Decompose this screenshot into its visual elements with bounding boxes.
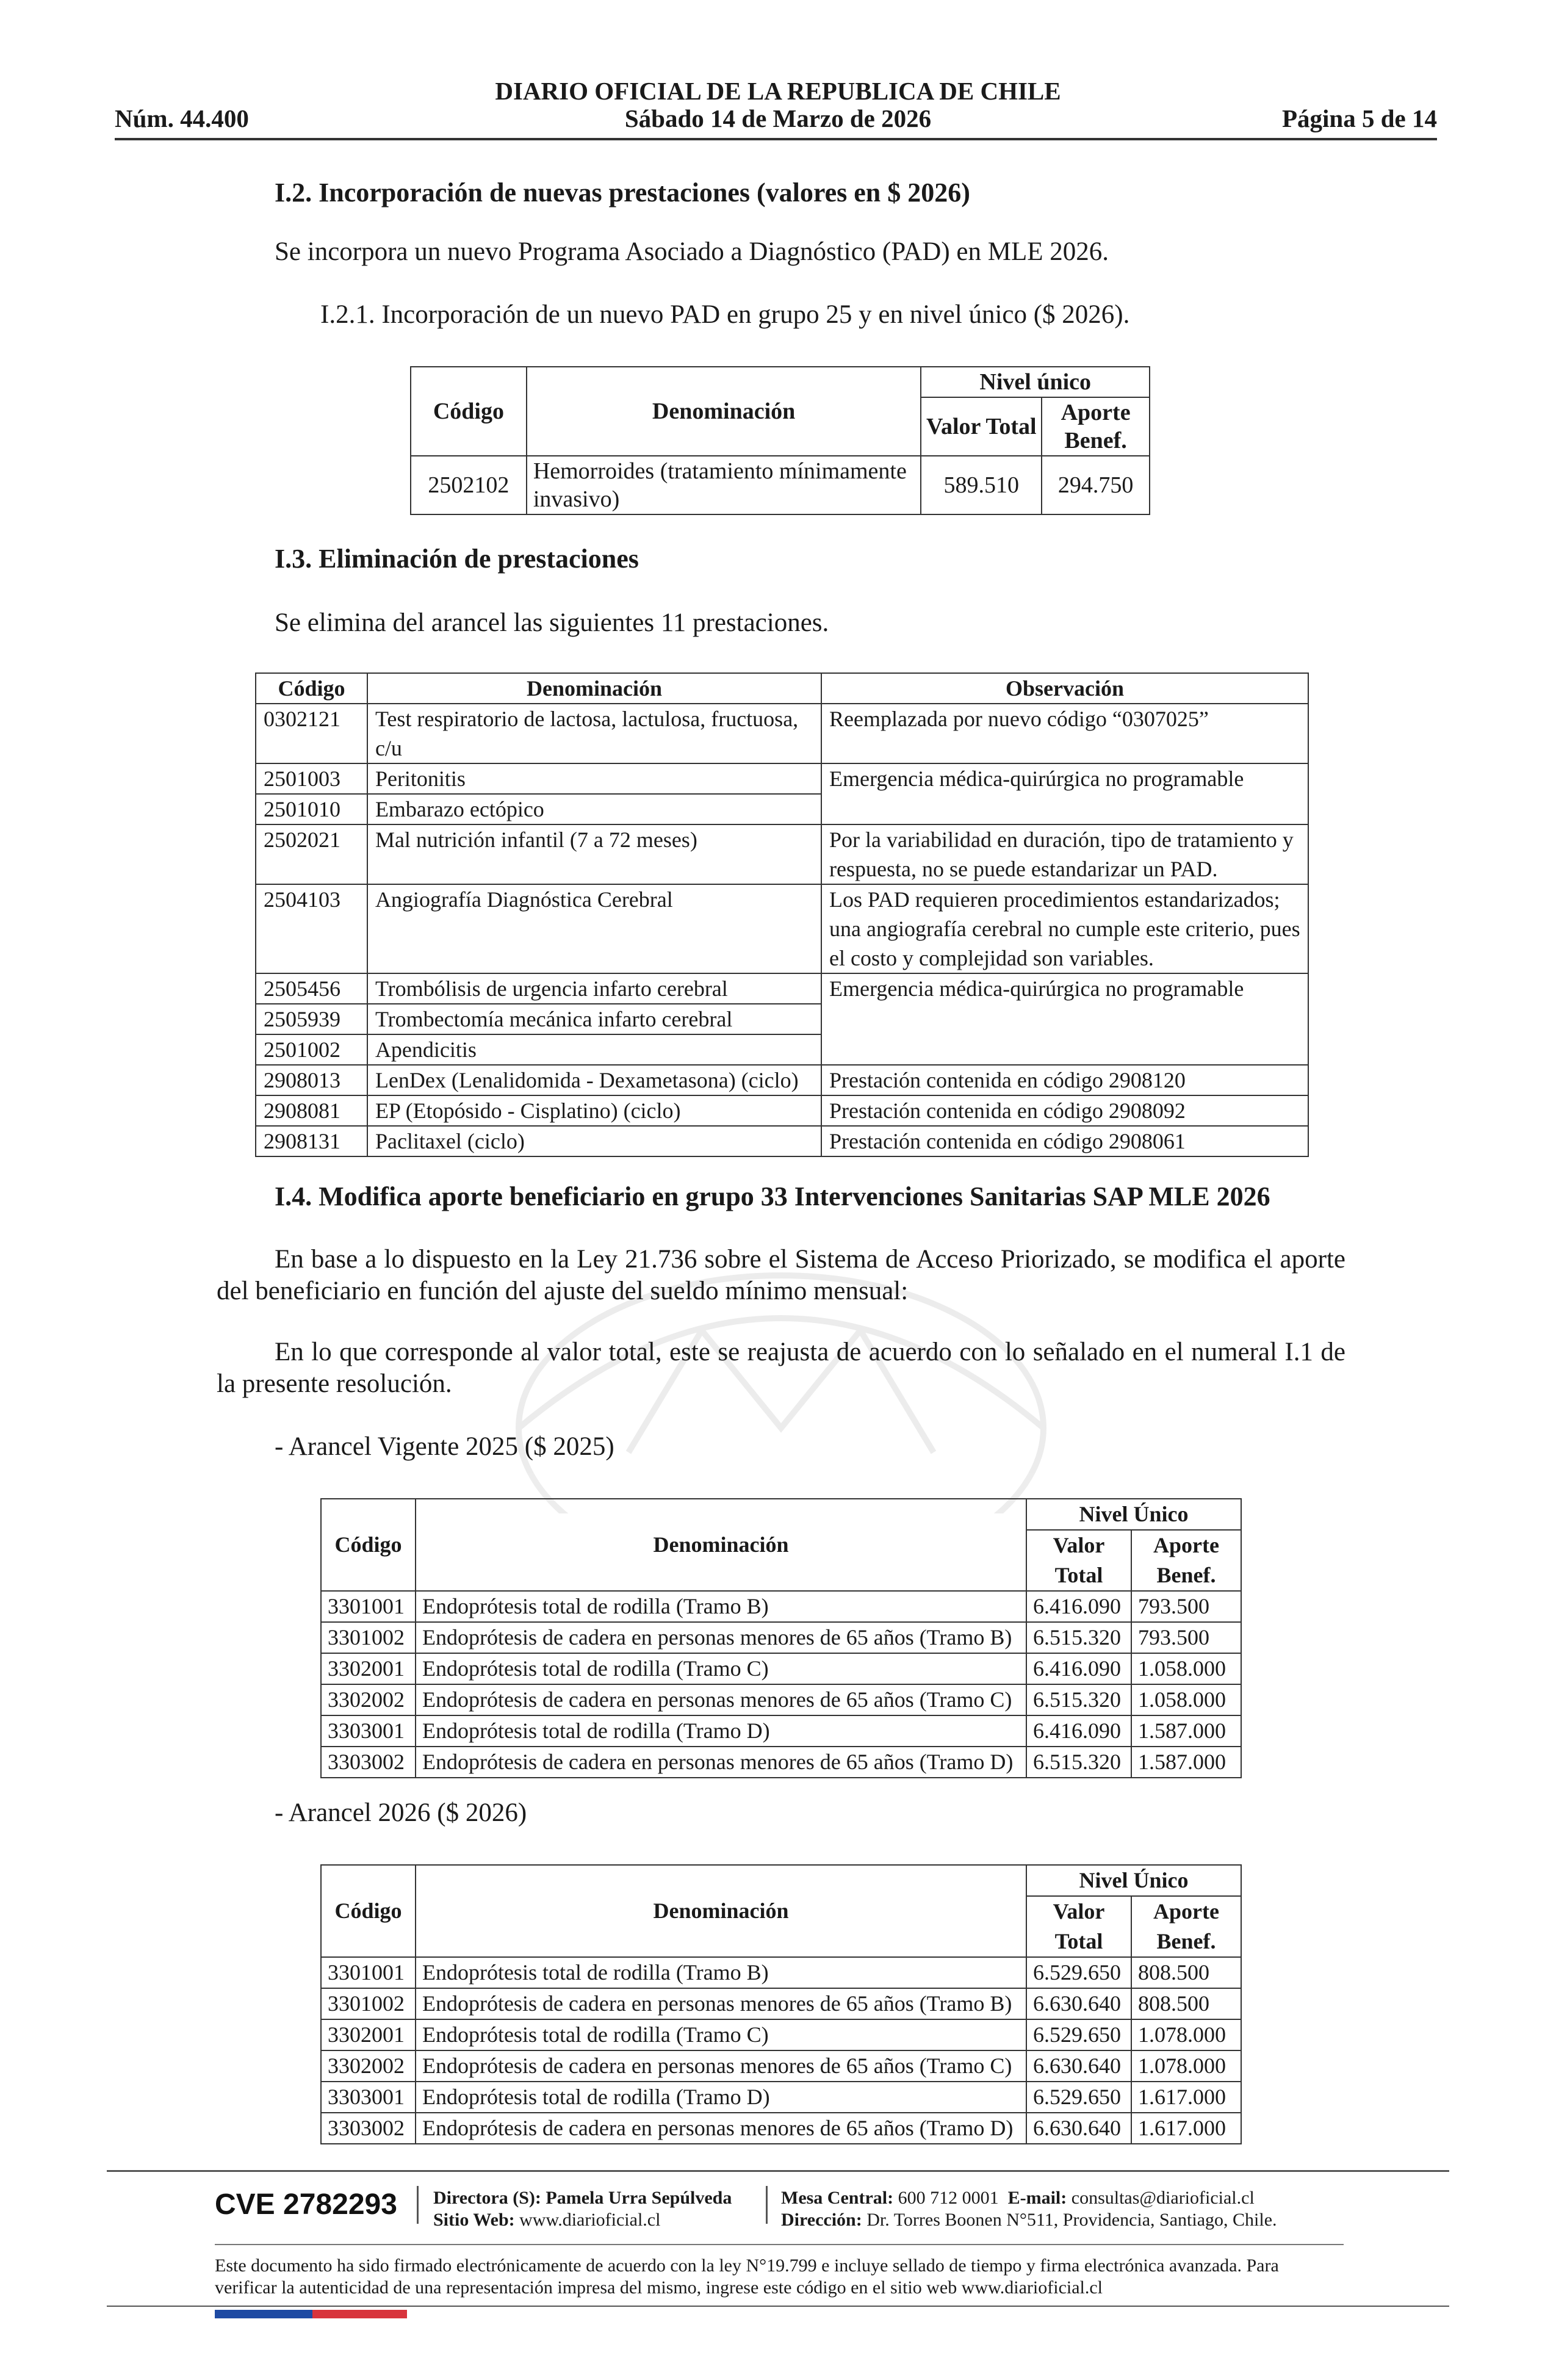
sitio-label: Sitio Web: <box>433 2210 515 2230</box>
cell-denominacion: Endoprótesis total de rodilla (Tramo D) <box>416 2082 1026 2113</box>
cell-denominacion: Endoprótesis total de rodilla (Tramo D) <box>416 1715 1026 1747</box>
table-row-denominacion: Apendicitis <box>367 1034 821 1065</box>
col-header-observacion: Observación <box>821 673 1308 704</box>
cell-codigo: 3301001 <box>321 1957 416 1988</box>
col-header-nivel-unico: Nivel único <box>921 367 1150 397</box>
col-header-nivel-unico: Nivel Único <box>1026 1499 1241 1530</box>
directora-name: Pamela Urra Sepúlveda <box>546 2188 732 2208</box>
cell-aporte: 1.058.000 <box>1131 1653 1241 1684</box>
col-header-valor-total: Valor Total <box>921 397 1042 456</box>
cell-valor: 6.529.650 <box>1026 2082 1131 2113</box>
cell-aporte: 808.500 <box>1131 1988 1241 2019</box>
cell-denominacion: Endoprótesis de cadera en personas menores de 65 años (Tramo B) <box>416 1988 1026 2019</box>
cell-valor: 6.630.640 <box>1026 1988 1131 2019</box>
newspaper-title: DIARIO OFICIAL DE LA REPUBLICA DE CHILE <box>495 77 1061 105</box>
col-header-codigo: Código <box>256 673 367 704</box>
cell-valor: 589.510 <box>921 456 1042 514</box>
col-header-aporte-benef: Aporte Benef. <box>1131 1530 1241 1591</box>
table-row-codigo: 2908013 <box>256 1065 367 1095</box>
table-row-denominacion: Angiografía Diagnóstica Cerebral <box>367 884 821 973</box>
table-arancel-2026 <box>320 1864 1242 2144</box>
section-heading-i2: I.2. Incorporación de nuevas prestaciones (valores en $ 2026) <box>275 178 970 207</box>
col-header-denominacion: Denominación <box>527 367 921 456</box>
cell-denominacion: Endoprótesis total de rodilla (Tramo B) <box>416 1957 1026 1988</box>
cell-aporte: 294.750 <box>1042 456 1150 514</box>
col-header-denominacion: Denominación <box>416 1499 1026 1591</box>
cell-aporte: 793.500 <box>1131 1591 1241 1622</box>
observation-cell: Prestación contenida en código 2908092 <box>821 1095 1308 1126</box>
table-row-denominacion: Mal nutrición infantil (7 a 72 meses) <box>367 824 821 884</box>
table-row-codigo: 2505939 <box>256 1004 367 1034</box>
table-row-denominacion: Paclitaxel (ciclo) <box>367 1126 821 1156</box>
sitio-web-link[interactable]: www.diarioficial.cl <box>519 2210 661 2230</box>
cell-denominacion: Endoprótesis total de rodilla (Tramo B) <box>416 1591 1026 1622</box>
cell-valor: 6.515.320 <box>1026 1684 1131 1715</box>
table-arancel-2025 <box>320 1498 1242 1778</box>
col-header-codigo: Código <box>321 1499 416 1591</box>
cell-denominacion: Endoprótesis total de rodilla (Tramo C) <box>416 2019 1026 2050</box>
section-i3-paragraph: Se elimina del arancel las siguientes 11 prestaciones. <box>275 608 829 637</box>
cell-codigo: 2502102 <box>411 456 527 514</box>
section-heading-i4: I.4. Modifica aporte beneficiario en grupo 33 Intervenciones Sanitarias SAP MLE 2026 <box>275 1181 1270 1211</box>
table-row-denominacion: Peritonitis <box>367 763 821 794</box>
observation-cell: Emergencia médica-quirúrgica no programable <box>821 973 1308 1065</box>
cell-codigo: 3302001 <box>321 2019 416 2050</box>
footer-block-directora <box>433 2187 732 2231</box>
footer-legal-note: Este documento ha sido firmado electrónicamente de acuerdo con la ley N°19.799 e incluye sellado de tiempo y firma electrónica avanzada. Para verificar la autenticidad de una representación impresa del mismo, ingrese este código en el sitio web www.diarioficial.cl <box>215 2256 1279 2298</box>
cell-aporte: 1.617.000 <box>1131 2113 1241 2144</box>
footer-rule-bottom <box>107 2306 1449 2307</box>
cell-aporte: 1.587.000 <box>1131 1747 1241 1778</box>
cell-aporte: 793.500 <box>1131 1622 1241 1653</box>
table-row-codigo: 2504103 <box>256 884 367 973</box>
cell-valor: 6.630.640 <box>1026 2050 1131 2082</box>
mesa-phone: 600 712 0001 <box>898 2188 999 2208</box>
bullet-arancel-2025: - Arancel Vigente 2025 ($ 2025) <box>275 1432 614 1461</box>
footer-divider-2 <box>766 2186 768 2224</box>
mesa-label: Mesa Central: <box>781 2188 894 2208</box>
table-row-codigo: 2501003 <box>256 763 367 794</box>
cell-aporte: 1.617.000 <box>1131 2082 1241 2113</box>
cell-denominacion: Endoprótesis de cadera en personas menores de 65 años (Tramo D) <box>416 1747 1026 1778</box>
direccion-label: Dirección: <box>781 2210 862 2230</box>
issue-date: Sábado 14 de Marzo de 2026 <box>624 104 932 132</box>
issue-number: Núm. 44.400 <box>115 104 249 132</box>
cell-aporte: 1.078.000 <box>1131 2019 1241 2050</box>
col-header-denominacion: Denominación <box>416 1865 1026 1957</box>
table-row-codigo: 2908131 <box>256 1126 367 1156</box>
observation-cell: Prestación contenida en código 2908120 <box>821 1065 1308 1095</box>
cell-codigo: 3303002 <box>321 1747 416 1778</box>
col-header-denominacion: Denominación <box>367 673 821 704</box>
direccion-value: Dr. Torres Boonen N°511, Providencia, Santiago, Chile. <box>866 2210 1277 2230</box>
cell-valor: 6.515.320 <box>1026 1622 1131 1653</box>
table-row-codigo: 2501010 <box>256 794 367 824</box>
cell-valor: 6.416.090 <box>1026 1715 1131 1747</box>
cell-codigo: 3302002 <box>321 1684 416 1715</box>
footer-rule-mid <box>215 2244 1344 2245</box>
cell-valor: 6.515.320 <box>1026 1747 1131 1778</box>
cell-codigo: 3301002 <box>321 1988 416 2019</box>
bullet-arancel-2026: - Arancel 2026 ($ 2026) <box>275 1798 527 1827</box>
table-row-codigo: 2908081 <box>256 1095 367 1126</box>
table-row-denominacion: Trombectomía mecánica infarto cerebral <box>367 1004 821 1034</box>
cell-denominacion: Endoprótesis total de rodilla (Tramo C) <box>416 1653 1026 1684</box>
cell-valor: 6.416.090 <box>1026 1653 1131 1684</box>
col-header-aporte-benef: Aporte Benef. <box>1042 397 1150 456</box>
table-row-denominacion: EP (Etopósido - Cisplatino) (ciclo) <box>367 1095 821 1126</box>
col-header-nivel-unico: Nivel Único <box>1026 1865 1241 1896</box>
email-label: E-mail: <box>1007 2188 1067 2208</box>
observation-cell: Reemplazada por nuevo código “0307025” <box>821 704 1308 763</box>
cell-denominacion: Hemorroides (tratamiento mínimamente invasivo) <box>527 456 921 514</box>
observation-cell: Los PAD requieren procedimientos estandarizados; una angiografía cerebral no cumple este criterio, pues el costo y complejidad son variables. <box>821 884 1308 973</box>
col-header-aporte-benef: Aporte Benef. <box>1131 1896 1241 1957</box>
footer-rule-top <box>107 2170 1449 2172</box>
table-row-codigo: 2505456 <box>256 973 367 1004</box>
cell-denominacion: Endoprótesis de cadera en personas menores de 65 años (Tramo D) <box>416 2113 1026 2144</box>
cell-codigo: 3303001 <box>321 2082 416 2113</box>
cve-code: CVE 2782293 <box>215 2188 397 2221</box>
table-eliminated <box>255 673 1309 1157</box>
cell-aporte: 1.587.000 <box>1131 1715 1241 1747</box>
observation-cell: Emergencia médica-quirúrgica no programable <box>821 763 1308 824</box>
footer-block-contact <box>781 2187 1277 2231</box>
cell-valor: 6.630.640 <box>1026 2113 1131 2144</box>
directora-label: Directora (S): <box>433 2188 541 2208</box>
cell-codigo: 3301002 <box>321 1622 416 1653</box>
table-row-codigo: 2502021 <box>256 824 367 884</box>
page-number: Página 5 de 14 <box>1282 104 1437 132</box>
col-header-codigo: Código <box>411 367 527 456</box>
footer-divider-1 <box>417 2186 419 2224</box>
cell-aporte: 1.078.000 <box>1131 2050 1241 2082</box>
flag-stripe-blue <box>215 2310 312 2318</box>
flag-stripe-red <box>312 2310 407 2318</box>
observation-cell: Prestación contenida en código 2908061 <box>821 1126 1308 1156</box>
table-row-denominacion: Trombólisis de urgencia infarto cerebral <box>367 973 821 1004</box>
cell-codigo: 3303002 <box>321 2113 416 2144</box>
cell-valor: 6.529.650 <box>1026 1957 1131 1988</box>
table-row-codigo: 2501002 <box>256 1034 367 1065</box>
cell-codigo: 3302001 <box>321 1653 416 1684</box>
table-row-denominacion: Embarazo ectópico <box>367 794 821 824</box>
table-new-pad <box>410 366 1150 515</box>
cell-valor: 6.529.650 <box>1026 2019 1131 2050</box>
section-i4-paragraph-2: En lo que corresponde al valor total, este se reajusta de acuerdo con lo señalado en el numeral I.1 de la presente resolución. <box>217 1338 1345 1398</box>
col-header-codigo: Código <box>321 1865 416 1957</box>
section-heading-i3: I.3. Eliminación de prestaciones <box>275 544 639 574</box>
cell-denominacion: Endoprótesis de cadera en personas menores de 65 años (Tramo B) <box>416 1622 1026 1653</box>
table-row-denominacion: LenDex (Lenalidomida - Dexametasona) (ciclo) <box>367 1065 821 1095</box>
section-i4-paragraph-1: En base a lo dispuesto en la Ley 21.736 sobre el Sistema de Acceso Priorizado, se modifica el aporte del beneficiario en función del ajuste del sueldo mínimo mensual: <box>217 1245 1345 1305</box>
cell-denominacion: Endoprótesis de cadera en personas menores de 65 años (Tramo C) <box>416 2050 1026 2082</box>
cell-denominacion: Endoprótesis de cadera en personas menores de 65 años (Tramo C) <box>416 1684 1026 1715</box>
cell-codigo: 3301001 <box>321 1591 416 1622</box>
email-link[interactable]: consultas@diarioficial.cl <box>1071 2188 1255 2208</box>
cell-codigo: 3302002 <box>321 2050 416 2082</box>
observation-cell: Por la variabilidad en duración, tipo de tratamiento y respuesta, no se puede estandarizar un PAD. <box>821 824 1308 884</box>
header-rule <box>115 138 1437 140</box>
cell-aporte: 1.058.000 <box>1131 1684 1241 1715</box>
table-row-denominacion: Test respiratorio de lactosa, lactulosa, fructuosa, c/u <box>367 704 821 763</box>
col-header-valor-total: Valor Total <box>1026 1530 1131 1591</box>
cell-codigo: 3303001 <box>321 1715 416 1747</box>
cell-valor: 6.416.090 <box>1026 1591 1131 1622</box>
section-i2-paragraph: Se incorpora un nuevo Programa Asociado a Diagnóstico (PAD) en MLE 2026. <box>275 237 1109 266</box>
col-header-valor-total: Valor Total <box>1026 1896 1131 1957</box>
table-row-codigo: 0302121 <box>256 704 367 763</box>
section-i21-subheading: I.2.1. Incorporación de un nuevo PAD en grupo 25 y en nivel único ($ 2026). <box>320 300 1130 329</box>
cell-aporte: 808.500 <box>1131 1957 1241 1988</box>
